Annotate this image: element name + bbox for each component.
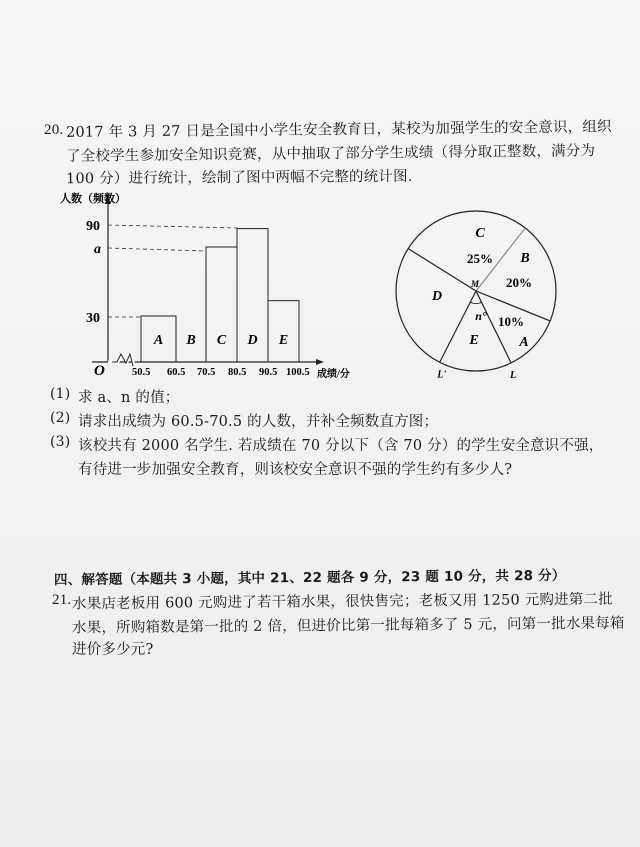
divider-e-d: [440, 291, 479, 362]
q20-text-line-2: 了全校学生参加安全知识竞赛，从中抽取了部分学生成绩（得分取正整数，满分为: [65, 143, 596, 165]
slice-percent-C: 25%: [467, 251, 493, 266]
q20-text-line-3: 100 分）进行统计，绘制了图中两幅不完整的统计图.: [65, 168, 413, 188]
x-tick-label: 100.5: [286, 367, 310, 378]
q20-sub2-text: 请求出成绩为 60.5-70.5 的人数，并补全频数直方图；: [78, 414, 439, 430]
x-tick-label: 90.5: [259, 367, 278, 378]
q20-sub1-number: (1): [50, 386, 71, 402]
origin-label: O: [94, 363, 105, 379]
point-label-L-prime: L': [437, 369, 447, 381]
angle-arc: [470, 302, 482, 304]
section-4-heading: 四、解答题（本题共 3 小题，其中 21、22 题各 9 分，23 题 10 分，共 28 分）: [53, 567, 566, 589]
x-tick-label: 50.5: [132, 367, 151, 378]
q20-text-line-1: 2017 年 3 月 27 日是全国中小学生安全教育日，某校为加强学生的安全意识，组织: [65, 119, 612, 141]
x-tick-label: 60.5: [167, 367, 186, 378]
x-axis-label: 成绩/分: [317, 369, 350, 380]
center-label-M: M: [470, 279, 480, 289]
q20-sub3-number: (3): [50, 434, 71, 450]
y-tick-label: 30: [86, 311, 100, 326]
bar-label-D: D: [247, 333, 258, 348]
histogram-bar-E: [268, 301, 299, 362]
angle-label-n: n°: [475, 309, 487, 323]
q20-sub3-line-2: 有待进一步加强安全教育，则该校安全意识不强的学生约有多少人?: [78, 462, 513, 478]
q20-sub3-line-1: 该校共有 2000 名学生. 若成绩在 70 分以下（含 70 分）的学生安全意识不强，: [78, 438, 604, 454]
y-axis-label: 人数（频数）: [60, 193, 126, 205]
bar-label-C: C: [216, 333, 227, 348]
slice-label-A: A: [519, 335, 529, 350]
point-label-L: L: [510, 369, 517, 381]
bar-label-B: B: [186, 333, 196, 348]
frequency-histogram: [55, 190, 355, 380]
slice-percent-A: 10%: [498, 314, 524, 329]
slice-label-D: D: [431, 289, 443, 304]
y-tick-label: a: [94, 242, 101, 257]
x-tick-label: 80.5: [228, 367, 247, 378]
pie-chart: [380, 185, 580, 385]
x-axis-arrow: [316, 359, 324, 365]
divider-c-d: [408, 249, 476, 291]
slice-percent-B: 20%: [506, 275, 532, 290]
bar-label-A: A: [153, 333, 164, 348]
slice-label-E: E: [469, 333, 479, 348]
q21-text-line-1: 水果店老板用 600 元购进了若干箱水果，很快售完；老板又用 1250 元购进第二批: [71, 591, 613, 613]
slice-label-C: C: [475, 226, 485, 241]
slice-label-B: B: [520, 251, 530, 266]
bar-label-E: E: [278, 333, 289, 348]
q21-text-line-2: 水果，所购箱数是第一批的 2 倍，但进价比第一批每箱多了 5 元，问第一批水果每箱: [71, 615, 625, 637]
dashed-guide: [108, 225, 238, 228]
q20-sub2-number: (2): [50, 410, 71, 426]
q21-text-line-3: 进价多少元?: [72, 642, 154, 658]
q20-sub1-text: 求 a、n 的值；: [78, 390, 180, 406]
y-tick-label: 90: [86, 219, 100, 234]
x-tick-label: 70.5: [197, 367, 216, 378]
dashed-guide: [108, 248, 206, 251]
q21-number: 21.: [52, 592, 72, 608]
q20-number: 20.: [44, 122, 64, 138]
